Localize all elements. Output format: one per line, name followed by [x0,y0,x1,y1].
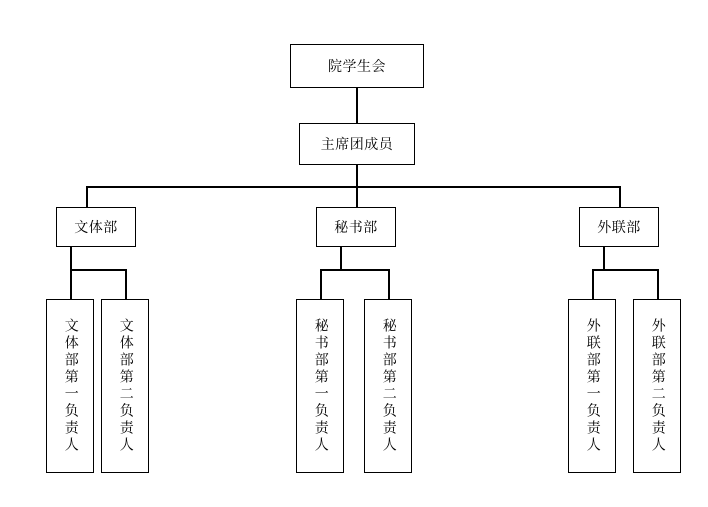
node-presidium[interactable]: 主席团成员 [299,123,415,165]
edge-wenti-drop-1 [70,269,72,300]
edge-bus-dept-wailian [619,186,621,208]
node-root[interactable]: 院学生会 [290,44,424,88]
edge-mishu-drop-2 [388,269,390,300]
edge-bus-level2 [86,186,621,188]
node-wailian-2[interactable]: 外联部第二负责人 [633,299,681,473]
edge-mishu-bus [320,269,390,271]
edge-presidium-bus [356,165,358,187]
node-wenti-2[interactable]: 文体部第二负责人 [101,299,149,473]
edge-wailian-drop-2 [657,269,659,300]
node-wenti-1[interactable]: 文体部第一负责人 [46,299,94,473]
node-wailian-1[interactable]: 外联部第一负责人 [568,299,616,473]
edge-bus-dept-wenti [86,186,88,208]
node-mishu-1[interactable]: 秘书部第一负责人 [296,299,344,473]
edge-wenti-stem [70,247,72,270]
node-mishu-2[interactable]: 秘书部第二负责人 [364,299,412,473]
edge-bus-dept-mishu [356,186,358,208]
node-dept-wailian[interactable]: 外联部 [579,207,659,247]
edge-wenti-drop-2 [125,269,127,300]
edge-wenti-bus [70,269,127,271]
edge-root-presidium [356,88,358,123]
edge-mishu-stem [340,247,342,270]
edge-mishu-drop-1 [320,269,322,300]
edge-wailian-drop-1 [592,269,594,300]
node-dept-wenti[interactable]: 文体部 [56,207,136,247]
edge-wailian-stem [603,247,605,270]
node-dept-mishu[interactable]: 秘书部 [316,207,396,247]
edge-wailian-bus [592,269,659,271]
